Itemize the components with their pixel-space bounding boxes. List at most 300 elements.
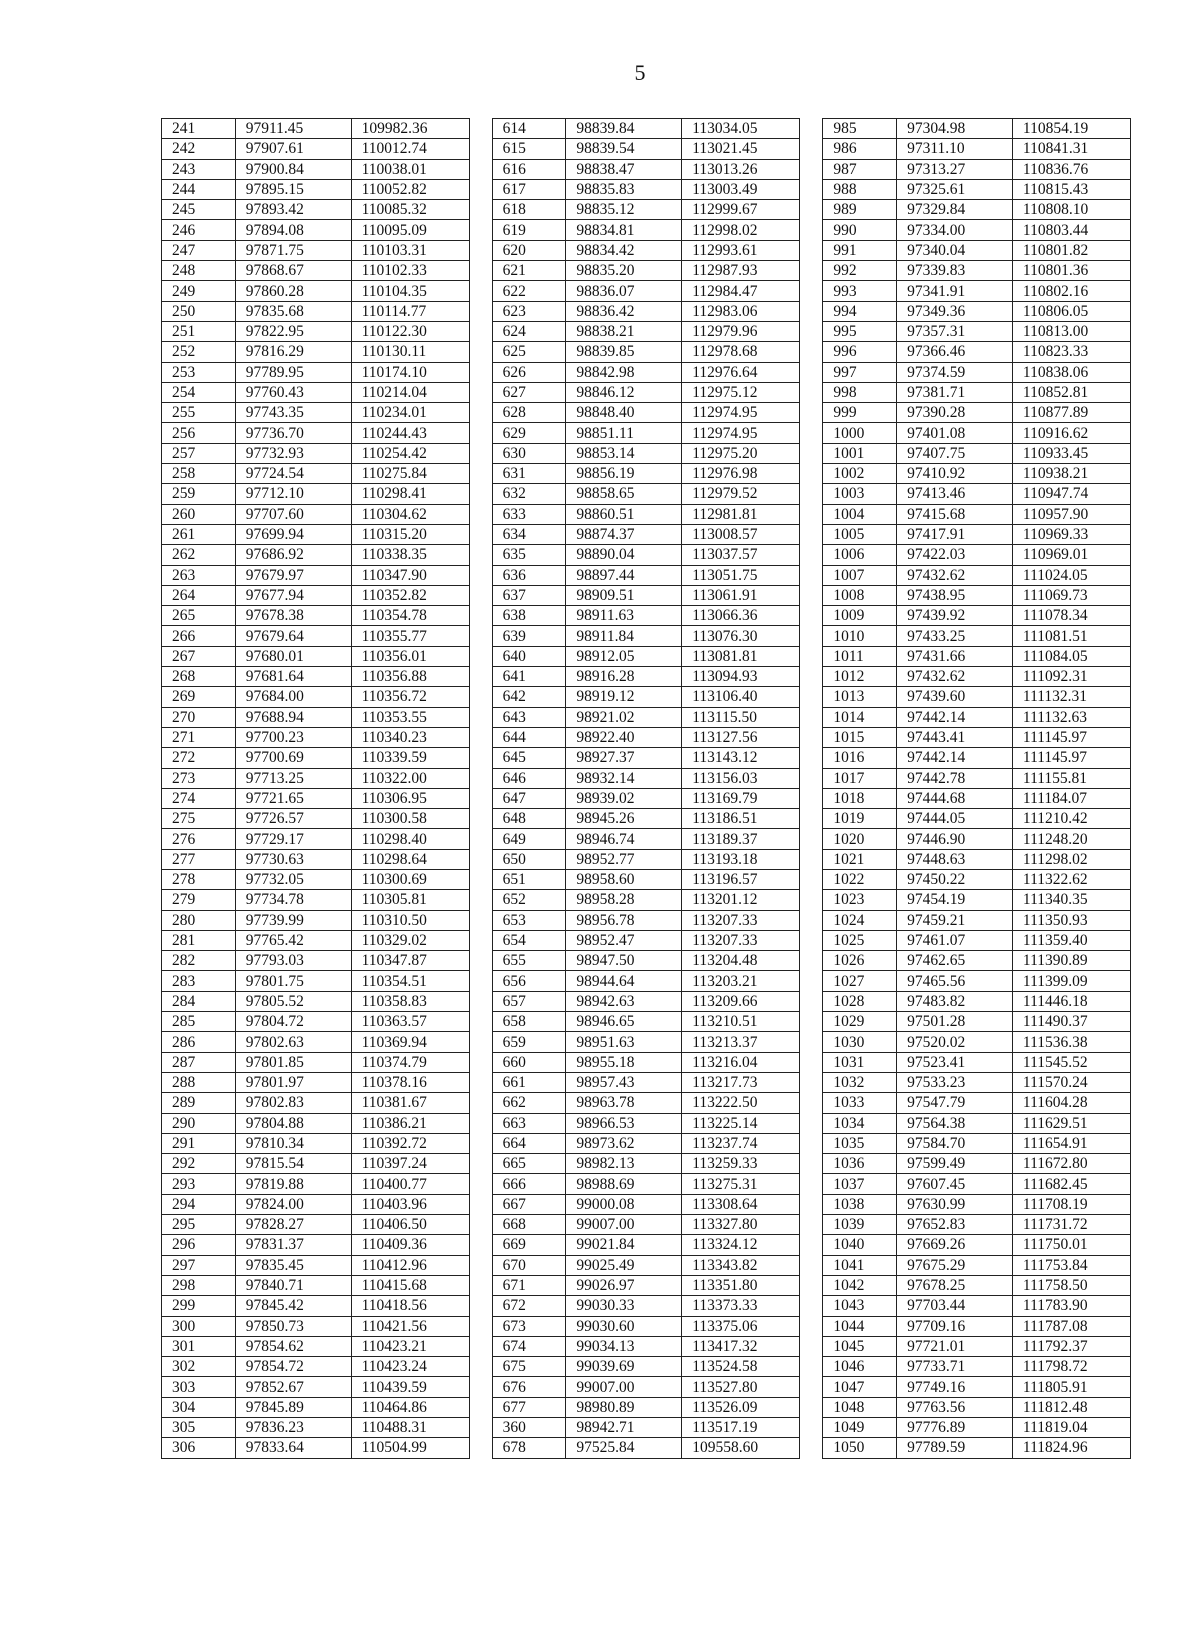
column-gap — [469, 1052, 492, 1072]
point-number-cell-a: 298 — [162, 1275, 236, 1295]
column-gap — [469, 991, 492, 1011]
y-coordinate-cell-a: 110356.88 — [351, 667, 469, 687]
y-coordinate-cell-c: 111570.24 — [1012, 1072, 1130, 1092]
column-gap — [469, 869, 492, 889]
x-coordinate-cell-b: 98839.85 — [566, 342, 682, 362]
point-number-cell-c: 1002 — [823, 464, 897, 484]
x-coordinate-cell-a: 97824.00 — [235, 1194, 351, 1214]
x-coordinate-cell-a: 97700.23 — [235, 727, 351, 747]
column-gap — [800, 382, 823, 402]
x-coordinate-cell-c: 97413.46 — [897, 484, 1013, 504]
y-coordinate-cell-b: 112987.93 — [682, 261, 800, 281]
x-coordinate-cell-a: 97724.54 — [235, 464, 351, 484]
column-gap — [800, 1235, 823, 1255]
point-number-cell-c: 1047 — [823, 1377, 897, 1397]
point-number-cell-b: 645 — [492, 748, 566, 768]
y-coordinate-cell-c: 110806.05 — [1012, 301, 1130, 321]
y-coordinate-cell-b: 113210.51 — [682, 1012, 800, 1032]
x-coordinate-cell-a: 97801.85 — [235, 1052, 351, 1072]
x-coordinate-cell-b: 98836.42 — [566, 301, 682, 321]
x-coordinate-cell-c: 97334.00 — [897, 220, 1013, 240]
table-row — [162, 1194, 1131, 1214]
point-number-cell-b: 621 — [492, 261, 566, 281]
y-coordinate-cell-b: 112998.02 — [682, 220, 800, 240]
point-number-cell-b: 659 — [492, 1032, 566, 1052]
point-number-cell-a: 305 — [162, 1418, 236, 1438]
x-coordinate-cell-c: 97749.16 — [897, 1377, 1013, 1397]
point-number-cell-a: 284 — [162, 991, 236, 1011]
x-coordinate-cell-b: 98973.62 — [566, 1133, 682, 1153]
x-coordinate-cell-c: 97443.41 — [897, 727, 1013, 747]
point-number-cell-c: 987 — [823, 159, 897, 179]
point-number-cell-b: 623 — [492, 301, 566, 321]
point-number-cell-c: 1046 — [823, 1357, 897, 1377]
column-gap — [800, 159, 823, 179]
x-coordinate-cell-b: 98835.83 — [566, 179, 682, 199]
table-row — [162, 1255, 1131, 1275]
table-row — [162, 829, 1131, 849]
column-gap — [469, 788, 492, 808]
y-coordinate-cell-c: 110947.74 — [1012, 484, 1130, 504]
y-coordinate-cell-b: 113308.64 — [682, 1194, 800, 1214]
y-coordinate-cell-c: 111132.63 — [1012, 707, 1130, 727]
y-coordinate-cell-c: 111682.45 — [1012, 1174, 1130, 1194]
column-gap — [469, 809, 492, 829]
column-gap — [469, 240, 492, 260]
y-coordinate-cell-b: 113193.18 — [682, 849, 800, 869]
column-gap — [469, 281, 492, 301]
x-coordinate-cell-c: 97438.95 — [897, 585, 1013, 605]
y-coordinate-cell-b: 112983.06 — [682, 301, 800, 321]
column-gap — [800, 1154, 823, 1174]
y-coordinate-cell-c: 111787.08 — [1012, 1316, 1130, 1336]
x-coordinate-cell-c: 97313.27 — [897, 159, 1013, 179]
x-coordinate-cell-a: 97860.28 — [235, 281, 351, 301]
x-coordinate-cell-c: 97450.22 — [897, 869, 1013, 889]
x-coordinate-cell-a: 97828.27 — [235, 1215, 351, 1235]
column-gap — [469, 1418, 492, 1438]
y-coordinate-cell-a: 110329.02 — [351, 930, 469, 950]
x-coordinate-cell-a: 97894.08 — [235, 220, 351, 240]
y-coordinate-cell-a: 110244.43 — [351, 423, 469, 443]
y-coordinate-cell-c: 110803.44 — [1012, 220, 1130, 240]
x-coordinate-cell-c: 97703.44 — [897, 1296, 1013, 1316]
y-coordinate-cell-b: 113189.37 — [682, 829, 800, 849]
table-row — [162, 382, 1131, 402]
point-number-cell-b: 630 — [492, 443, 566, 463]
point-number-cell-b: 622 — [492, 281, 566, 301]
column-gap — [469, 1397, 492, 1417]
point-number-cell-b: 651 — [492, 869, 566, 889]
y-coordinate-cell-b: 113375.06 — [682, 1316, 800, 1336]
point-number-cell-c: 1040 — [823, 1235, 897, 1255]
y-coordinate-cell-c: 111298.02 — [1012, 849, 1130, 869]
column-gap — [469, 1336, 492, 1356]
column-gap — [800, 484, 823, 504]
y-coordinate-cell-b: 109558.60 — [682, 1438, 800, 1458]
point-number-cell-a: 258 — [162, 464, 236, 484]
point-number-cell-c: 1014 — [823, 707, 897, 727]
y-coordinate-cell-a: 110356.01 — [351, 646, 469, 666]
point-number-cell-a: 257 — [162, 443, 236, 463]
column-gap — [800, 261, 823, 281]
column-gap — [800, 119, 823, 139]
column-gap — [469, 220, 492, 240]
table-row — [162, 809, 1131, 829]
y-coordinate-cell-c: 110813.00 — [1012, 321, 1130, 341]
point-number-cell-a: 277 — [162, 849, 236, 869]
point-number-cell-a: 286 — [162, 1032, 236, 1052]
y-coordinate-cell-c: 111750.01 — [1012, 1235, 1130, 1255]
column-gap — [800, 1357, 823, 1377]
y-coordinate-cell-b: 113169.79 — [682, 788, 800, 808]
point-number-cell-a: 268 — [162, 667, 236, 687]
y-coordinate-cell-a: 110504.99 — [351, 1438, 469, 1458]
point-number-cell-b: 615 — [492, 139, 566, 159]
x-coordinate-cell-b: 99021.84 — [566, 1235, 682, 1255]
x-coordinate-cell-a: 97734.78 — [235, 890, 351, 910]
point-number-cell-a: 254 — [162, 382, 236, 402]
column-gap — [469, 951, 492, 971]
y-coordinate-cell-c: 111824.96 — [1012, 1438, 1130, 1458]
y-coordinate-cell-b: 113207.33 — [682, 930, 800, 950]
x-coordinate-cell-a: 97836.23 — [235, 1418, 351, 1438]
y-coordinate-cell-b: 113008.57 — [682, 524, 800, 544]
x-coordinate-cell-c: 97763.56 — [897, 1397, 1013, 1417]
x-coordinate-cell-a: 97743.35 — [235, 403, 351, 423]
x-coordinate-cell-a: 97712.10 — [235, 484, 351, 504]
x-coordinate-cell-c: 97501.28 — [897, 1012, 1013, 1032]
x-coordinate-cell-c: 97422.03 — [897, 545, 1013, 565]
x-coordinate-cell-b: 98951.63 — [566, 1032, 682, 1052]
point-number-cell-a: 282 — [162, 951, 236, 971]
x-coordinate-cell-b: 98927.37 — [566, 748, 682, 768]
y-coordinate-cell-b: 113351.80 — [682, 1275, 800, 1295]
x-coordinate-cell-c: 97461.07 — [897, 930, 1013, 950]
point-number-cell-b: 624 — [492, 321, 566, 341]
table-row — [162, 362, 1131, 382]
x-coordinate-cell-a: 97678.38 — [235, 606, 351, 626]
column-gap — [800, 849, 823, 869]
point-number-cell-c: 1000 — [823, 423, 897, 443]
point-number-cell-b: 649 — [492, 829, 566, 849]
point-number-cell-b: 664 — [492, 1133, 566, 1153]
column-gap — [469, 464, 492, 484]
point-number-cell-c: 1044 — [823, 1316, 897, 1336]
column-gap — [469, 200, 492, 220]
point-number-cell-c: 1037 — [823, 1174, 897, 1194]
table-row — [162, 626, 1131, 646]
point-number-cell-a: 274 — [162, 788, 236, 808]
point-number-cell-b: 668 — [492, 1215, 566, 1235]
y-coordinate-cell-c: 111024.05 — [1012, 565, 1130, 585]
point-number-cell-c: 1042 — [823, 1275, 897, 1295]
y-coordinate-cell-a: 110352.82 — [351, 585, 469, 605]
table-row — [162, 301, 1131, 321]
table-row — [162, 1275, 1131, 1295]
table-row — [162, 667, 1131, 687]
point-number-cell-c: 1041 — [823, 1255, 897, 1275]
point-number-cell-a: 303 — [162, 1377, 236, 1397]
y-coordinate-cell-a: 110322.00 — [351, 768, 469, 788]
table-row — [162, 1235, 1131, 1255]
column-gap — [469, 606, 492, 626]
column-gap — [800, 727, 823, 747]
y-coordinate-cell-b: 113526.09 — [682, 1397, 800, 1417]
point-number-cell-c: 1030 — [823, 1032, 897, 1052]
point-number-cell-c: 1019 — [823, 809, 897, 829]
x-coordinate-cell-a: 97729.17 — [235, 829, 351, 849]
column-gap — [469, 484, 492, 504]
x-coordinate-cell-b: 98851.11 — [566, 423, 682, 443]
point-number-cell-c: 1048 — [823, 1397, 897, 1417]
column-gap — [800, 281, 823, 301]
point-number-cell-c: 1009 — [823, 606, 897, 626]
x-coordinate-cell-a: 97681.64 — [235, 667, 351, 687]
column-gap — [469, 1438, 492, 1458]
x-coordinate-cell-c: 97390.28 — [897, 403, 1013, 423]
point-number-cell-b: 614 — [492, 119, 566, 139]
y-coordinate-cell-b: 113204.48 — [682, 951, 800, 971]
point-number-cell-c: 1006 — [823, 545, 897, 565]
y-coordinate-cell-b: 113066.36 — [682, 606, 800, 626]
table-row — [162, 139, 1131, 159]
y-coordinate-cell-b: 113373.33 — [682, 1296, 800, 1316]
point-number-cell-c: 1001 — [823, 443, 897, 463]
x-coordinate-cell-c: 97415.68 — [897, 504, 1013, 524]
x-coordinate-cell-c: 97454.19 — [897, 890, 1013, 910]
x-coordinate-cell-b: 98982.13 — [566, 1154, 682, 1174]
x-coordinate-cell-b: 99007.00 — [566, 1215, 682, 1235]
x-coordinate-cell-b: 98858.65 — [566, 484, 682, 504]
table-row — [162, 930, 1131, 950]
point-number-cell-c: 998 — [823, 382, 897, 402]
point-number-cell-c: 1038 — [823, 1194, 897, 1214]
point-number-cell-b: 654 — [492, 930, 566, 950]
point-number-cell-a: 269 — [162, 687, 236, 707]
y-coordinate-cell-c: 110815.43 — [1012, 179, 1130, 199]
point-number-cell-a: 264 — [162, 585, 236, 605]
point-number-cell-b: 644 — [492, 727, 566, 747]
x-coordinate-cell-c: 97446.90 — [897, 829, 1013, 849]
table-row — [162, 200, 1131, 220]
point-number-cell-b: 360 — [492, 1418, 566, 1438]
point-number-cell-a: 262 — [162, 545, 236, 565]
point-number-cell-a: 255 — [162, 403, 236, 423]
y-coordinate-cell-b: 113324.12 — [682, 1235, 800, 1255]
column-gap — [469, 545, 492, 565]
y-coordinate-cell-a: 110415.68 — [351, 1275, 469, 1295]
column-gap — [469, 301, 492, 321]
y-coordinate-cell-a: 110355.77 — [351, 626, 469, 646]
point-number-cell-c: 1022 — [823, 869, 897, 889]
y-coordinate-cell-b: 113225.14 — [682, 1113, 800, 1133]
y-coordinate-cell-b: 112978.68 — [682, 342, 800, 362]
x-coordinate-cell-c: 97340.04 — [897, 240, 1013, 260]
x-coordinate-cell-c: 97465.56 — [897, 971, 1013, 991]
column-gap — [800, 1438, 823, 1458]
point-number-cell-b: 619 — [492, 220, 566, 240]
point-number-cell-c: 997 — [823, 362, 897, 382]
x-coordinate-cell-a: 97805.52 — [235, 991, 351, 1011]
table-body — [162, 119, 1131, 1459]
x-coordinate-cell-b: 98853.14 — [566, 443, 682, 463]
y-coordinate-cell-a: 110403.96 — [351, 1194, 469, 1214]
table-row — [162, 1316, 1131, 1336]
y-coordinate-cell-a: 110214.04 — [351, 382, 469, 402]
x-coordinate-cell-c: 97407.75 — [897, 443, 1013, 463]
y-coordinate-cell-b: 113417.32 — [682, 1336, 800, 1356]
point-number-cell-c: 996 — [823, 342, 897, 362]
column-gap — [469, 423, 492, 443]
column-gap — [800, 748, 823, 768]
y-coordinate-cell-c: 111184.07 — [1012, 788, 1130, 808]
x-coordinate-cell-c: 97366.46 — [897, 342, 1013, 362]
table-row — [162, 687, 1131, 707]
point-number-cell-b: 642 — [492, 687, 566, 707]
point-number-cell-c: 1015 — [823, 727, 897, 747]
point-number-cell-c: 1016 — [823, 748, 897, 768]
point-number-cell-c: 1017 — [823, 768, 897, 788]
column-gap — [469, 667, 492, 687]
y-coordinate-cell-c: 111629.51 — [1012, 1113, 1130, 1133]
y-coordinate-cell-a: 110114.77 — [351, 301, 469, 321]
column-gap — [469, 768, 492, 788]
table-row — [162, 423, 1131, 443]
y-coordinate-cell-c: 110938.21 — [1012, 464, 1130, 484]
x-coordinate-cell-b: 98947.50 — [566, 951, 682, 971]
x-coordinate-cell-b: 98838.21 — [566, 321, 682, 341]
column-gap — [800, 809, 823, 829]
column-gap — [800, 1052, 823, 1072]
point-number-cell-c: 1027 — [823, 971, 897, 991]
point-number-cell-a: 276 — [162, 829, 236, 849]
y-coordinate-cell-c: 111604.28 — [1012, 1093, 1130, 1113]
y-coordinate-cell-c: 110877.89 — [1012, 403, 1130, 423]
point-number-cell-c: 999 — [823, 403, 897, 423]
x-coordinate-cell-b: 99034.13 — [566, 1336, 682, 1356]
point-number-cell-b: 616 — [492, 159, 566, 179]
y-coordinate-cell-c: 111708.19 — [1012, 1194, 1130, 1214]
y-coordinate-cell-a: 110298.41 — [351, 484, 469, 504]
y-coordinate-cell-c: 110916.62 — [1012, 423, 1130, 443]
coordinates-table — [161, 118, 1131, 1459]
x-coordinate-cell-c: 97448.63 — [897, 849, 1013, 869]
table-row — [162, 585, 1131, 605]
x-coordinate-cell-b: 98856.19 — [566, 464, 682, 484]
x-coordinate-cell-c: 97564.38 — [897, 1113, 1013, 1133]
y-coordinate-cell-a: 110315.20 — [351, 524, 469, 544]
y-coordinate-cell-a: 110356.72 — [351, 687, 469, 707]
point-number-cell-a: 272 — [162, 748, 236, 768]
column-gap — [469, 727, 492, 747]
y-coordinate-cell-b: 112974.95 — [682, 403, 800, 423]
x-coordinate-cell-a: 97816.29 — [235, 342, 351, 362]
point-number-cell-b: 647 — [492, 788, 566, 808]
y-coordinate-cell-a: 110412.96 — [351, 1255, 469, 1275]
y-coordinate-cell-c: 111069.73 — [1012, 585, 1130, 605]
column-gap — [469, 1296, 492, 1316]
column-gap — [800, 220, 823, 240]
y-coordinate-cell-c: 111536.38 — [1012, 1032, 1130, 1052]
y-coordinate-cell-c: 111350.93 — [1012, 910, 1130, 930]
point-number-cell-b: 669 — [492, 1235, 566, 1255]
x-coordinate-cell-b: 98942.71 — [566, 1418, 682, 1438]
x-coordinate-cell-a: 97804.88 — [235, 1113, 351, 1133]
x-coordinate-cell-a: 97680.01 — [235, 646, 351, 666]
y-coordinate-cell-a: 110298.40 — [351, 829, 469, 849]
y-coordinate-cell-a: 110374.79 — [351, 1052, 469, 1072]
point-number-cell-a: 242 — [162, 139, 236, 159]
x-coordinate-cell-a: 97852.67 — [235, 1377, 351, 1397]
x-coordinate-cell-a: 97684.00 — [235, 687, 351, 707]
x-coordinate-cell-b: 98945.26 — [566, 809, 682, 829]
x-coordinate-cell-a: 97801.97 — [235, 1072, 351, 1092]
y-coordinate-cell-b: 113094.93 — [682, 667, 800, 687]
y-coordinate-cell-a: 110354.78 — [351, 606, 469, 626]
x-coordinate-cell-c: 97547.79 — [897, 1093, 1013, 1113]
y-coordinate-cell-c: 110823.33 — [1012, 342, 1130, 362]
table-row — [162, 951, 1131, 971]
y-coordinate-cell-c: 111390.89 — [1012, 951, 1130, 971]
column-gap — [800, 1275, 823, 1295]
x-coordinate-cell-c: 97341.91 — [897, 281, 1013, 301]
table-row — [162, 971, 1131, 991]
y-coordinate-cell-a: 110423.24 — [351, 1357, 469, 1377]
column-gap — [800, 1336, 823, 1356]
x-coordinate-cell-b: 99000.08 — [566, 1194, 682, 1214]
table-row — [162, 504, 1131, 524]
y-coordinate-cell-c: 110969.33 — [1012, 524, 1130, 544]
point-number-cell-a: 281 — [162, 930, 236, 950]
x-coordinate-cell-a: 97707.60 — [235, 504, 351, 524]
y-coordinate-cell-b: 113003.49 — [682, 179, 800, 199]
y-coordinate-cell-a: 110012.74 — [351, 139, 469, 159]
table-row — [162, 1336, 1131, 1356]
point-number-cell-b: 672 — [492, 1296, 566, 1316]
y-coordinate-cell-c: 110957.90 — [1012, 504, 1130, 524]
column-gap — [469, 1113, 492, 1133]
table-row — [162, 321, 1131, 341]
y-coordinate-cell-a: 110423.21 — [351, 1336, 469, 1356]
x-coordinate-cell-c: 97607.45 — [897, 1174, 1013, 1194]
point-number-cell-a: 296 — [162, 1235, 236, 1255]
x-coordinate-cell-a: 97677.94 — [235, 585, 351, 605]
point-number-cell-a: 278 — [162, 869, 236, 889]
y-coordinate-cell-a: 110275.84 — [351, 464, 469, 484]
table-row — [162, 443, 1131, 463]
point-number-cell-c: 1050 — [823, 1438, 897, 1458]
point-number-cell-c: 1024 — [823, 910, 897, 930]
x-coordinate-cell-b: 98834.81 — [566, 220, 682, 240]
point-number-cell-a: 297 — [162, 1255, 236, 1275]
y-coordinate-cell-b: 113213.37 — [682, 1032, 800, 1052]
point-number-cell-b: 629 — [492, 423, 566, 443]
point-number-cell-c: 986 — [823, 139, 897, 159]
x-coordinate-cell-c: 97523.41 — [897, 1052, 1013, 1072]
y-coordinate-cell-b: 112993.61 — [682, 240, 800, 260]
y-coordinate-cell-c: 111819.04 — [1012, 1418, 1130, 1438]
point-number-cell-c: 1028 — [823, 991, 897, 1011]
y-coordinate-cell-a: 110122.30 — [351, 321, 469, 341]
column-gap — [469, 321, 492, 341]
y-coordinate-cell-a: 110354.51 — [351, 971, 469, 991]
point-number-cell-b: 678 — [492, 1438, 566, 1458]
y-coordinate-cell-a: 110418.56 — [351, 1296, 469, 1316]
column-gap — [800, 423, 823, 443]
x-coordinate-cell-c: 97669.26 — [897, 1235, 1013, 1255]
x-coordinate-cell-c: 97733.71 — [897, 1357, 1013, 1377]
